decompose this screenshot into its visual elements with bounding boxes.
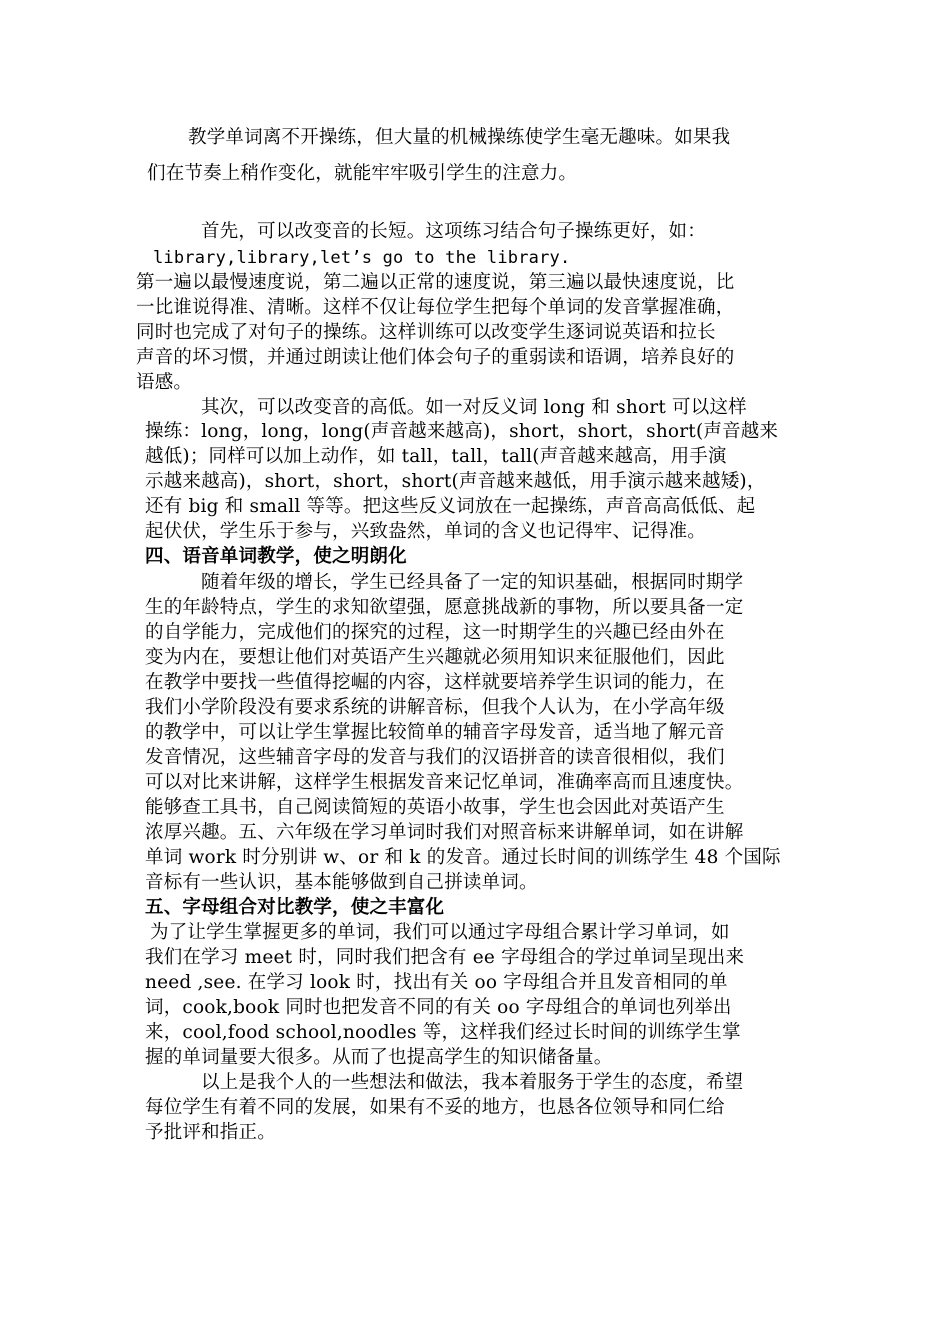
text-line: 词，cook,book 同时也把发音不同的有关 oo 字母组合的单词也列举出 xyxy=(145,997,732,1018)
section-heading: 五、字母组合对比教学，使之丰富化 xyxy=(145,897,445,918)
section-heading: 四、语音单词教学，使之明朗化 xyxy=(145,546,407,567)
text-line: 的自学能力，完成他们的探究的过程，这一时期学生的兴趣已经由外在 xyxy=(145,622,725,643)
text-line: 我们在学习 meet 时，同时我们把含有 ee 字母组合的学过单词呈现出来 xyxy=(145,947,745,968)
text-line: 能够查工具书，自己阅读简短的英语小故事，学生也会因此对英语产生 xyxy=(145,797,725,818)
text-line: 音标有一些认识，基本能够做到自己拼读单词。 xyxy=(145,872,538,893)
text-line: 可以对比来讲解，这样学生根据发音来记忆单词，准确率高而且速度快。 xyxy=(145,772,744,793)
text-line: 还有 big 和 small 等等。把这些反义词放在一起操练，声音高高低低、起 xyxy=(145,496,756,517)
text-line: 以上是我个人的一些想法和做法，我本着服务于学生的态度，希望 xyxy=(201,1072,744,1093)
text-line: 语感。 xyxy=(136,372,193,393)
text-line: 单词 work 时分别讲 w、or 和 k 的发音。通过长时间的训练学生 48 个国际 xyxy=(145,847,781,868)
text-line: 随着年级的增长，学生已经具备了一定的知识基础，根据同时期学 xyxy=(201,572,744,593)
text-line: 为了让学生掌握更多的单词，我们可以通过字母组合累计学习单词，如 xyxy=(150,922,730,943)
text-line: 生的年龄特点，学生的求知欲望强，愿意挑战新的事物，所以要具备一定 xyxy=(145,597,744,618)
text-line: 越低)；同样可以加上动作，如 tall，tall，tall(声音越来越高，用手演 xyxy=(145,446,727,467)
text-line: 教学单词离不开操练，但大量的机械操练使学生毫无趣味。如果我 xyxy=(188,127,731,148)
text-line: need ,see. 在学习 look 时，找出有关 oo 字母组合并且发音相同的单 xyxy=(145,972,728,993)
text-line: 示越来越高)，short，short，short(声音越来越低，用手演示越来越矮)， xyxy=(145,471,766,492)
text-line: 我们小学阶段没有要求系统的讲解音标，但我个人认为，在小学高年级 xyxy=(145,697,725,718)
text-line: 一比谁说得准、清晰。这样不仅让每位学生把每个单词的发音掌握准确， xyxy=(136,297,735,318)
text-line: 操练：long，long，long(声音越来越高)，short，short，short(声音越来 xyxy=(145,421,779,442)
text-line: 每位学生有着不同的发展，如果有不妥的地方，也恳各位领导和同仁给 xyxy=(145,1097,725,1118)
text-line: 握的单词量要大很多。从而了也提高学生的知识储备量。 xyxy=(145,1047,613,1068)
text-line: 首先，可以改变音的长短。这项练习结合句子操练更好，如： xyxy=(201,221,706,242)
text-line: 予批评和指正。 xyxy=(145,1122,276,1143)
text-line: 声音的坏习惯，并通过朗读让他们体会句子的重弱读和语调，培养良好的 xyxy=(136,347,735,368)
text-line: 变为内在，要想让他们对英语产生兴趣就必须用知识来征服他们，因此 xyxy=(145,647,725,668)
text-line: 来，cool,food school,noodles 等，这样我们经过长时间的训练学生掌 xyxy=(145,1022,741,1043)
text-line: 们在节奏上稍作变化，就能牢牢吸引学生的注意力。 xyxy=(147,163,578,184)
text-line: 发音情况，这些辅音字母的发音与我们的汉语拼音的读音很相似，我们 xyxy=(145,747,725,768)
text-line: 起伏伏，学生乐于参与，兴致盎然，单词的含义也记得牢、记得准。 xyxy=(145,521,707,542)
text-line: 的教学中，可以让学生掌握比较简单的辅音字母发音，适当地了解元音 xyxy=(145,722,725,743)
text-line: 同时也完成了对句子的操练。这样训练可以改变学生逐词说英语和拉长 xyxy=(136,322,716,343)
text-line: 在教学中要找一些值得挖崛的内容，这样就要培养学生识词的能力，在 xyxy=(145,672,725,693)
text-line: library,library,let’s go to the library. xyxy=(153,248,571,268)
text-line: 其次，可以改变音的高低。如一对反义词 long 和 short 可以这样 xyxy=(201,397,747,418)
text-line: 浓厚兴趣。五、六年级在学习单词时我们对照音标来讲解单词，如在讲解 xyxy=(145,822,744,843)
text-line: 第一遍以最慢速度说，第二遍以正常的速度说，第三遍以最快速度说，比 xyxy=(136,272,735,293)
